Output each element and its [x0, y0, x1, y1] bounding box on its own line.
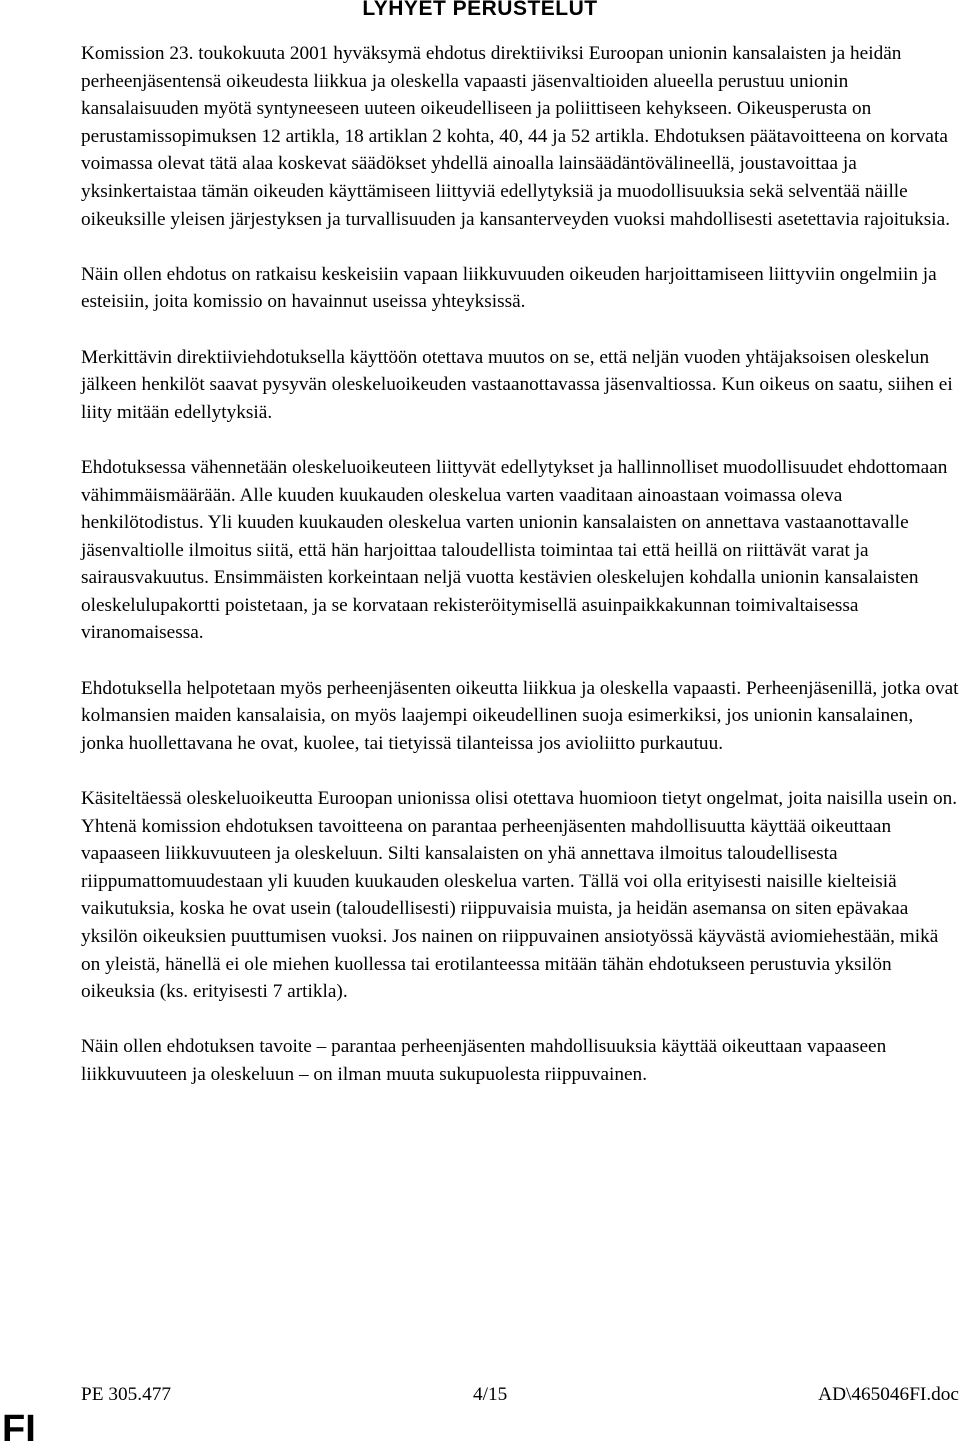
footer-reference: PE 305.477 — [81, 1384, 171, 1405]
page-footer — [81, 1381, 959, 1409]
document-body — [81, 40, 959, 1116]
paragraph-3: Merkittävin direktiiviehdotuksella käyttöön otettava muutos on se, että neljän vuoden yhtäjaksoisen oleskelun jälkeen henkilöt saavat pysyvän oleskeluoikeuden vastaanottavassa jäsenvaltiossa. Kun oikeus on saatu, siihen ei liity mitään edellytyksiä. — [81, 346, 953, 423]
paragraph-1: Komission 23. toukokuuta 2001 hyväksymä ehdotus direktiiviksi Euroopan unionin kansalaisten ja heidän perheenjäsentensä oikeudesta liikkua ja oleskella vapaasti jäsenvaltioiden alueella perustuu unionin kansalaisuuden myötä syntyneeseen uuteen oikeudelliseen ja poliittiseen kehykseen. Oikeusperusta on perustamissopimuksen 12 artikla, 18 artiklan 2 kohta, 40, 44 ja 52 artikla. Ehdotuksen päätavoitteena on korvata voimassa olevat tätä alaa koskevat säädökset yhdellä ainoalla lainsäädäntövälineellä, joustavoittaa ja yksinkertaistaa tämän oikeuden käyttämiseen liittyviä edellytyksiä ja muodollisuuksia sekä selventää näille oikeuksille yleisen järjestyksen ja turvallisuuden ja kansanterveyden vuoksi mahdollisesti asetettavia rajoituksia. — [81, 43, 951, 230]
language-code: FI — [2, 1408, 36, 1450]
page-heading: LYHYET PERUSTELUT — [362, 0, 598, 20]
paragraph-2: Näin ollen ehdotus on ratkaisu keskeisiin vapaan liikkuvuuden oikeuden harjoittamiseen liittyviin ongelmiin ja esteisiin, joita komissio on havainnut useissa yhteyksissä. — [81, 263, 937, 313]
paragraph-5: Ehdotuksella helpotetaan myös perheenjäsenten oikeutta liikkua ja oleskella vapaasti. Perheenjäsenillä, jotka ovat kolmansien maiden kansalaisia, on myös laajempi oikeudellinen suoja esimerkiksi, jos unionin kansalainen, jonka huollettavana he ovat, kuolee, tai tietyissä tilanteissa jos avioliitto purkautuu. — [81, 677, 959, 754]
footer-page-number: 4/15 — [473, 1384, 508, 1405]
paragraph-6: Käsiteltäessä oleskeluoikeutta Euroopan unionissa olisi otettava huomioon tietyt ongelmat, joita naisilla usein on. Yhtenä komission ehdotuksen tavoitteena on parantaa perheenjäsenten mahdollisuutta käyttää oikeuttaan vapaaseen liikkuvuuteen ja oleskeluun. Silti kansalaisten on yhä annettava ilmoitus taloudellisesta riippumattomuudestaan yli kuuden kuukauden oleskelua varten. Tällä voi olla erityisesti naisille kielteisiä vaikutuksia, koska he ovat usein (taloudellisesti) riippuvaisia muista, ja heidän asemansa on siten epävakaa yksilön oikeuksien puuttumisen vuoksi. Jos nainen on riippuvainen ansiotyössä käyvästä aviomiehestään, mikä on yleistä, hänellä ei ole miehen kuollessa tai erotilanteessa mitään tähän ehdotukseen perustuvia yksilön oikeuksia (ks. erityisesti 7 artikla). — [81, 788, 958, 1003]
paragraph-7: Näin ollen ehdotuksen tavoite – parantaa perheenjäsenten mahdollisuuksia käyttää oikeuttaan vapaaseen liikkuvuuteen ja oleskeluun – on ilman muuta sukupuolesta riippuvainen. — [81, 1036, 887, 1085]
footer-file-name: AD\465046FI.doc — [818, 1384, 959, 1405]
paragraph-4: Ehdotuksessa vähennetään oleskeluoikeuteen liittyvät edellytykset ja hallinnolliset muodollisuudet ehdottomaan vähimmäismäärään. Alle kuuden kuukauden oleskelua varten vaaditaan ainoastaan voimassa oleva henkilötodistus. Yli kuuden kuukauden oleskelua varten unionin kansalaisten on annettava vastaanottavalle jäsenvaltiolle ilmoitus siitä, että hän harjoittaa taloudellista toimintaa tai että heillä on riittävät varat ja sairausvakuutus. Ensimmäisten korkeintaan neljä vuotta kestävien oleskelujen kohdalla unionin kansalaisten oleskelulupakortti poistetaan, ja se korvataan rekisteröitymisellä asuinpaikkakunnan toimivaltaisessa viranomaisessa. — [81, 456, 948, 644]
